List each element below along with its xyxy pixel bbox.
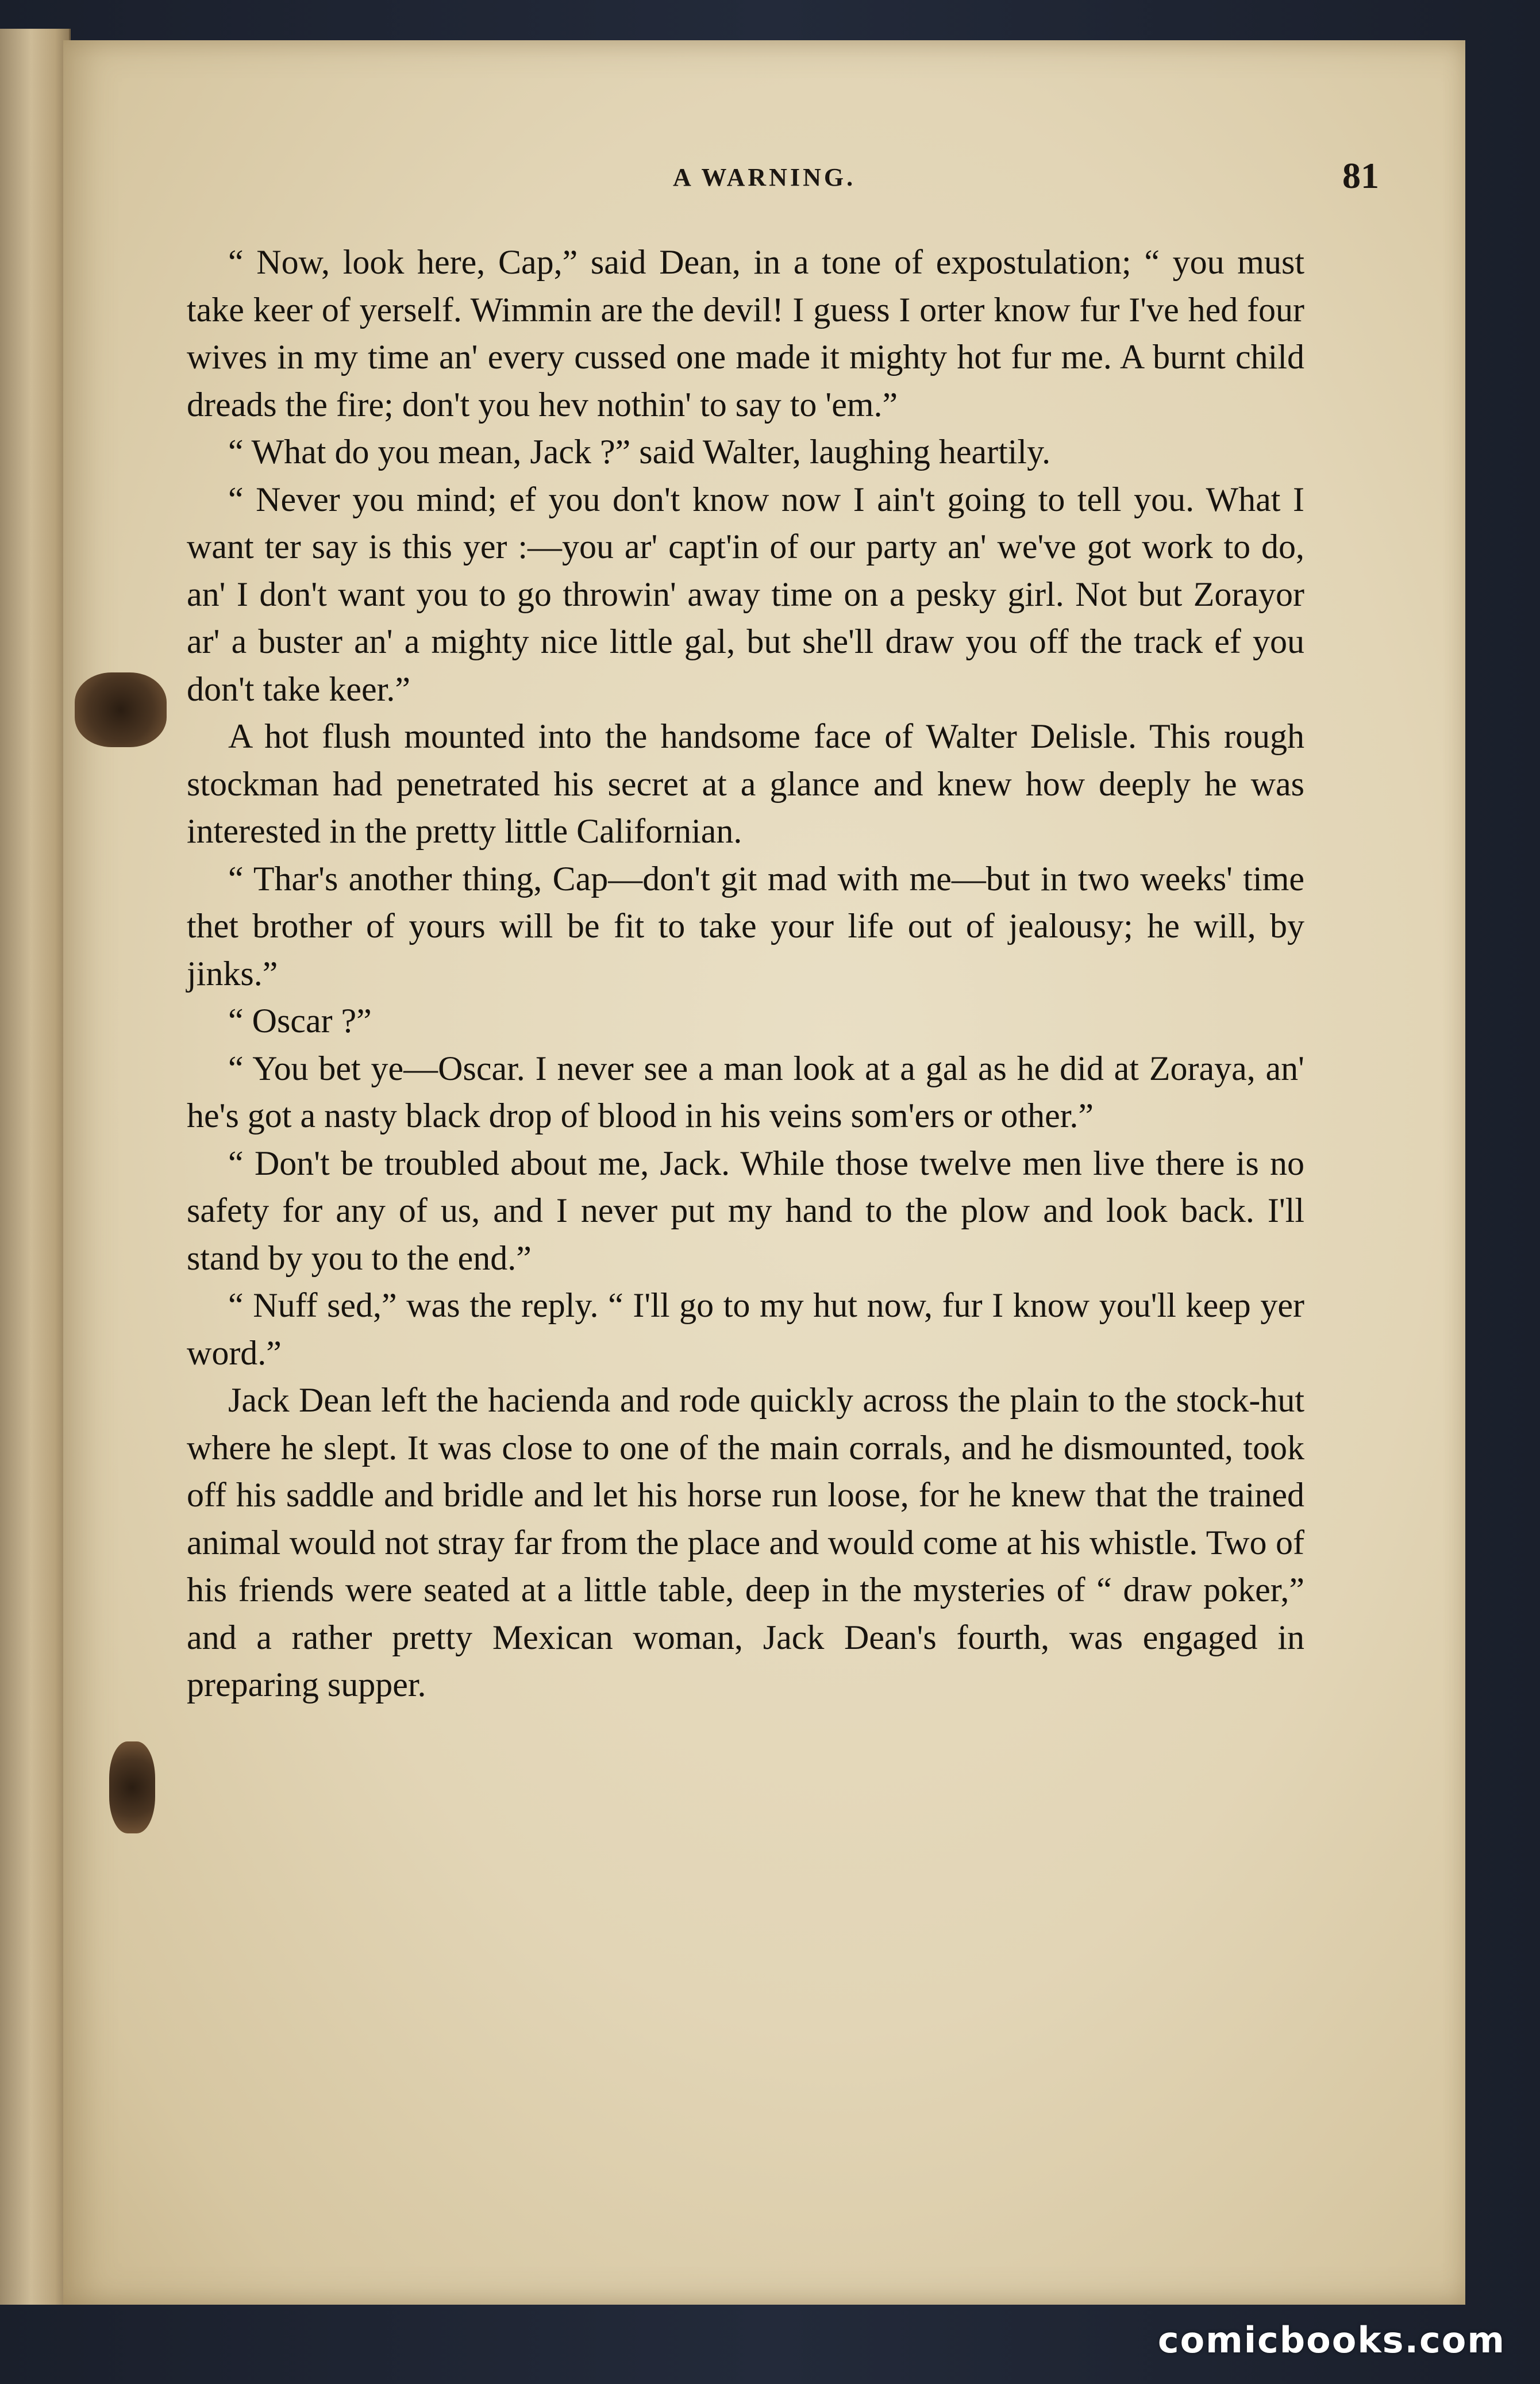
paragraph: “ Nuff sed,” was the reply. “ I'll go to my hut now, fur I know you'll keep yer word.” bbox=[187, 1286, 1304, 1372]
paragraph: “ Now, look here, Cap,” said Dean, in a tone of expostulation; “ you must take keer of yerself. Wimmin are the devil! I guess I orter know fur I've hed four wives in my time an' every cussed one made it mighty hot fur me. A burnt child dreads the fire; don't you hev nothin' to say to 'em.” bbox=[187, 243, 1304, 424]
running-head: A WARNING. bbox=[672, 163, 856, 191]
binding-hole-bottom bbox=[109, 1741, 155, 1833]
paragraph: “ Oscar ?” bbox=[228, 1002, 372, 1040]
body-text bbox=[187, 239, 1304, 1709]
binding-hole-top bbox=[75, 672, 167, 747]
paragraph: “ You bet ye—Oscar. I never see a man look at a gal as he did at Zoraya, an' he's got a nasty black drop of blood in his veins som'ers or other.” bbox=[187, 1049, 1304, 1135]
paragraph: “ What do you mean, Jack ?” said Walter, laughing heartily. bbox=[228, 433, 1051, 471]
watermark-logo: comicbooks.com bbox=[1157, 2319, 1506, 2361]
paragraph: “ Thar's another thing, Cap—don't git mad with me—but in two weeks' time thet brother of yours will be fit to take your life out of jealousy; he will, by jinks.” bbox=[187, 859, 1304, 993]
page-number: 81 bbox=[1342, 155, 1379, 196]
paragraph: “ Never you mind; ef you don't know now I ain't going to tell you. What I want ter say is this yer :—you ar' capt'in of our party an' we've got work to do, an' I don't want you to go throwin' away time on a pesky girl. Not but Zorayor ar' a buster an' a mighty nice little gal, but she'll draw you off the track ef you don't take keer.” bbox=[187, 480, 1304, 708]
paragraph: “ Don't be troubled about me, Jack. While those twelve men live there is no safety for any of us, and I never put my hand to the plow and look back. I'll stand by you to the end.” bbox=[187, 1144, 1304, 1277]
page-header bbox=[63, 155, 1465, 204]
previous-page-edge bbox=[0, 29, 71, 2305]
paragraph: A hot flush mounted into the handsome face of Walter Delisle. This rough stockman had penetrated his secret at a glance and knew how deeply he was interested in the pretty little Californian. bbox=[187, 717, 1304, 850]
paragraph: Jack Dean left the hacienda and rode quickly across the plain to the stock-hut where he slept. It was close to one of the main corrals, and he dismounted, took off his saddle and bridle and let his horse run loose, for he knew that the trained animal would not stray far from the place and would come at his whistle. Two of his friends were seated at a little table, deep in the mysteries of “ draw poker,” and a rather pretty Mexican woman, Jack Dean's fourth, was engaged in preparing supper. bbox=[187, 1381, 1304, 1704]
